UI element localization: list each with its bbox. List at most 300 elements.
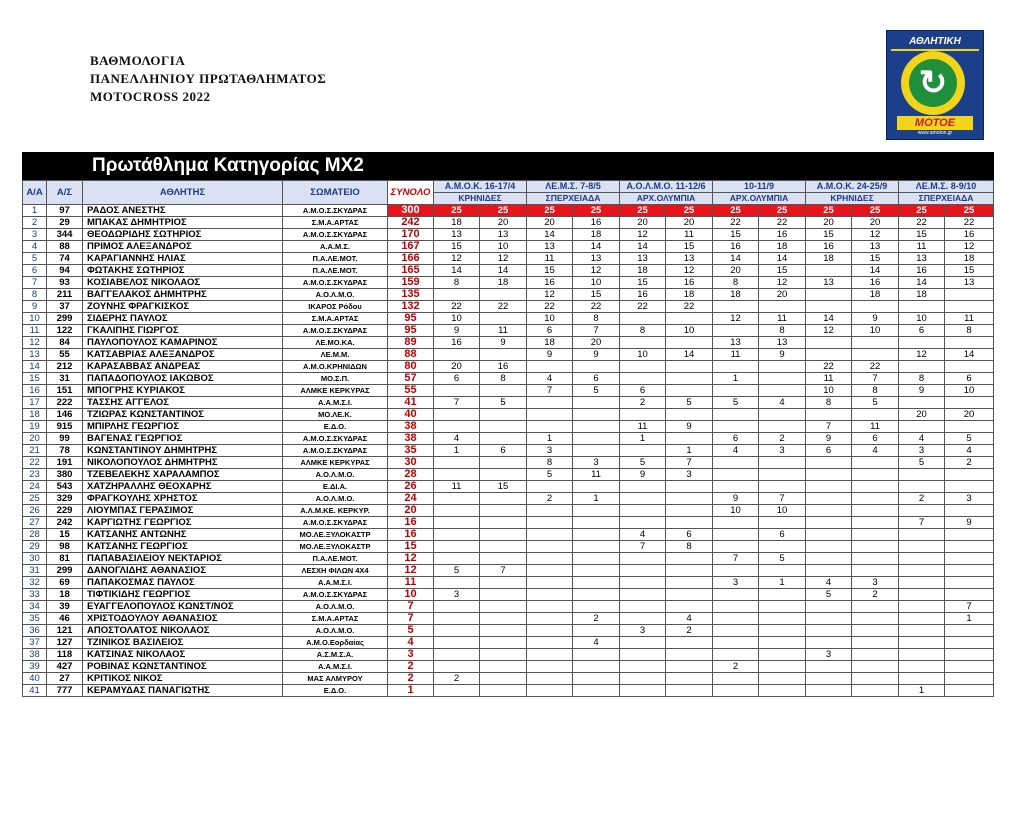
- cell-race-points: 14: [852, 265, 899, 277]
- cell-race-points: 8: [899, 373, 945, 385]
- cell-race-points: 20: [852, 217, 899, 229]
- cell-race-points: [434, 685, 480, 697]
- cell-race-points: 18: [852, 289, 899, 301]
- cell-race-points: 14: [573, 241, 620, 253]
- cell-athlete-name: ΠΡΙΜΟΣ ΑΛΕΞΑΝΔΡΟΣ: [83, 241, 283, 253]
- cell-race-points: [945, 661, 994, 673]
- cell-position: 19: [23, 421, 47, 433]
- cell-race-points: 14: [759, 253, 806, 265]
- cell-race-number: 39: [47, 601, 83, 613]
- cell-race-points: [899, 589, 945, 601]
- cell-total: 5: [388, 625, 434, 637]
- cell-athlete-name: ΚΑΤΣΑΒΡΙΑΣ ΑΛΕΞΑΝΔΡΟΣ: [83, 349, 283, 361]
- cell-club: Α.Μ.Ο.Σ.ΣΚΥΔΡΑΣ: [283, 229, 388, 241]
- cell-athlete-name: ΦΡΑΓΚΟΥΛΗΣ ΧΡΗΣΤΟΣ: [83, 493, 283, 505]
- cell-race-points: 4: [713, 445, 759, 457]
- cell-total: 1: [388, 685, 434, 697]
- cell-race-points: [434, 289, 480, 301]
- cell-race-points: 7: [480, 565, 527, 577]
- cell-race-points: 18: [945, 253, 994, 265]
- cell-race-points: 16: [806, 241, 852, 253]
- table-row: [23, 517, 994, 529]
- cell-race-points: 25: [759, 205, 806, 217]
- cell-race-points: [945, 589, 994, 601]
- cell-race-points: [620, 505, 666, 517]
- cell-race-points: 15: [573, 289, 620, 301]
- cell-race-points: [527, 577, 573, 589]
- cell-race-points: [527, 625, 573, 637]
- cell-race-points: 7: [527, 385, 573, 397]
- cell-total: 12: [388, 553, 434, 565]
- cell-race-number: 88: [47, 241, 83, 253]
- cell-race-points: 7: [434, 397, 480, 409]
- cell-race-points: 9: [806, 433, 852, 445]
- cell-position: 16: [23, 385, 47, 397]
- cell-race-points: [480, 349, 527, 361]
- cell-race-points: [713, 409, 759, 421]
- cell-race-points: [480, 589, 527, 601]
- cell-race-points: [666, 685, 713, 697]
- cell-race-number: 915: [47, 421, 83, 433]
- cell-race-points: [434, 505, 480, 517]
- cell-race-points: [806, 409, 852, 421]
- cell-race-points: 7: [713, 553, 759, 565]
- cell-race-points: [852, 673, 899, 685]
- cell-race-number: 380: [47, 469, 83, 481]
- cell-race-points: 10: [620, 349, 666, 361]
- cell-race-points: 4: [620, 529, 666, 541]
- cell-race-points: [852, 625, 899, 637]
- cell-race-number: 69: [47, 577, 83, 589]
- cell-race-points: [945, 553, 994, 565]
- cell-race-points: [527, 685, 573, 697]
- header-line-ranking: ΒΑΘΜΟΛΟΓΙΑ: [90, 53, 186, 68]
- cell-race-points: [945, 397, 994, 409]
- cell-race-points: [480, 541, 527, 553]
- cell-race-points: 13: [434, 229, 480, 241]
- cell-race-points: [527, 517, 573, 529]
- table-row: [23, 241, 994, 253]
- event-organizer-5: Α.Μ.Ο.Κ. 24-25/9: [806, 181, 899, 193]
- cell-race-points: 16: [573, 217, 620, 229]
- cell-race-points: [434, 601, 480, 613]
- cell-race-points: 3: [573, 457, 620, 469]
- cell-race-points: [527, 553, 573, 565]
- cell-race-points: 2: [759, 433, 806, 445]
- logo-name: MOTOE: [897, 116, 973, 130]
- cell-athlete-name: ΚΑΡΑΓΙΑΝΝΗΣ ΗΛΙΑΣ: [83, 253, 283, 265]
- cell-race-points: 6: [852, 433, 899, 445]
- cell-race-points: 9: [666, 421, 713, 433]
- cell-position: 11: [23, 325, 47, 337]
- cell-race-points: 1: [945, 613, 994, 625]
- cell-race-points: 13: [899, 253, 945, 265]
- cell-race-points: [480, 649, 527, 661]
- cell-race-points: [666, 637, 713, 649]
- cell-race-points: [434, 409, 480, 421]
- cell-race-points: [573, 577, 620, 589]
- cell-race-points: 8: [480, 373, 527, 385]
- cell-athlete-name: ΜΠΟΓΡΗΣ ΚΥΡΙΑΚΟΣ: [83, 385, 283, 397]
- cell-race-points: [759, 361, 806, 373]
- cell-race-points: 15: [852, 253, 899, 265]
- table-row: [23, 541, 994, 553]
- table-row: [23, 397, 994, 409]
- cell-race-points: 12: [899, 349, 945, 361]
- cell-club: ΜΟ.ΛΕ.ΞΥΛΟΚΑΣΤΡ: [283, 541, 388, 553]
- cell-race-points: [759, 409, 806, 421]
- cell-race-points: [666, 337, 713, 349]
- cell-race-points: [666, 661, 713, 673]
- cell-race-points: 1: [759, 577, 806, 589]
- standings-body: [23, 205, 994, 697]
- cell-position: 26: [23, 505, 47, 517]
- cell-race-points: [666, 433, 713, 445]
- cell-race-points: [666, 361, 713, 373]
- cell-race-points: [434, 613, 480, 625]
- cell-race-points: 2: [945, 457, 994, 469]
- cell-race-points: 16: [713, 241, 759, 253]
- cell-race-points: 6: [806, 445, 852, 457]
- cell-total: 89: [388, 337, 434, 349]
- cell-race-points: [480, 517, 527, 529]
- cell-club: Σ.Μ.Α.ΑΡΤΑΣ: [283, 217, 388, 229]
- cell-race-points: 15: [713, 229, 759, 241]
- cell-race-points: 11: [434, 481, 480, 493]
- cell-race-points: [713, 637, 759, 649]
- cell-race-points: 12: [434, 253, 480, 265]
- cell-race-points: 22: [434, 301, 480, 313]
- cell-race-points: [620, 337, 666, 349]
- cell-race-points: [434, 457, 480, 469]
- cell-race-points: 20: [945, 409, 994, 421]
- cell-race-points: 8: [573, 313, 620, 325]
- cell-club: ΜΟ.ΛΕ.ΞΥΛΟΚΑΣΤΡ: [283, 529, 388, 541]
- cell-position: 14: [23, 361, 47, 373]
- cell-race-points: [713, 325, 759, 337]
- cell-race-points: [759, 481, 806, 493]
- cell-race-points: [713, 613, 759, 625]
- cell-race-points: [852, 529, 899, 541]
- cell-race-points: 4: [666, 613, 713, 625]
- cell-race-points: [527, 661, 573, 673]
- cell-race-points: [806, 553, 852, 565]
- cell-club: Α.Α.Μ.Σ.Ι.: [283, 661, 388, 673]
- cell-race-points: [713, 469, 759, 481]
- cell-race-number: 242: [47, 517, 83, 529]
- cell-race-points: [480, 577, 527, 589]
- cell-race-points: [806, 493, 852, 505]
- cell-race-points: [620, 673, 666, 685]
- cell-race-points: [620, 649, 666, 661]
- cell-race-points: 9: [713, 493, 759, 505]
- cell-race-points: 22: [899, 217, 945, 229]
- cell-race-points: [899, 301, 945, 313]
- cell-athlete-name: ΛΙΟΥΜΠΑΣ ΓΕΡΑΣΙΜΟΣ: [83, 505, 283, 517]
- cell-race-points: 2: [852, 589, 899, 601]
- cell-race-points: [899, 337, 945, 349]
- cell-club: ΙΚΑΡΟΣ Ρόδου: [283, 301, 388, 313]
- cell-race-points: 18: [899, 289, 945, 301]
- cell-race-points: [480, 493, 527, 505]
- cell-race-points: [899, 673, 945, 685]
- cell-total: 57: [388, 373, 434, 385]
- cell-race-points: [759, 589, 806, 601]
- cell-race-points: 16: [666, 277, 713, 289]
- cell-race-points: [434, 529, 480, 541]
- cell-race-number: 15: [47, 529, 83, 541]
- cell-total: 20: [388, 505, 434, 517]
- table-row: [23, 289, 994, 301]
- cell-race-points: [713, 673, 759, 685]
- cell-race-points: [666, 313, 713, 325]
- cell-athlete-name: ΝΙΚΟΛΟΠΟΥΛΟΣ ΔΗΜΗΤΡΗΣ: [83, 457, 283, 469]
- table-row: [23, 589, 994, 601]
- table-row: [23, 433, 994, 445]
- cell-race-points: [480, 625, 527, 637]
- cell-race-number: 211: [47, 289, 83, 301]
- cell-club: Α.Ο.Λ.Μ.Ο.: [283, 289, 388, 301]
- cell-race-points: 16: [852, 277, 899, 289]
- cell-race-points: 7: [899, 517, 945, 529]
- cell-race-points: 22: [527, 301, 573, 313]
- cell-race-points: 10: [573, 277, 620, 289]
- cell-race-points: [573, 565, 620, 577]
- cell-race-points: [852, 553, 899, 565]
- cell-athlete-name: ΚΑΤΣΙΝΑΣ ΝΙΚΟΛΑΟΣ: [83, 649, 283, 661]
- cell-club: ΛΕ.Μ.Μ.: [283, 349, 388, 361]
- cell-race-points: 9: [527, 349, 573, 361]
- cell-race-points: 14: [434, 265, 480, 277]
- cell-total: 30: [388, 457, 434, 469]
- cell-race-points: 13: [573, 253, 620, 265]
- cell-race-points: 25: [434, 205, 480, 217]
- cell-total: 3: [388, 649, 434, 661]
- cell-race-points: 6: [899, 325, 945, 337]
- cell-position: 3: [23, 229, 47, 241]
- cell-race-points: [759, 301, 806, 313]
- cell-race-points: 6: [573, 373, 620, 385]
- cell-race-points: 20: [759, 289, 806, 301]
- cell-club: Α.Α.Μ.Σ.Ι.: [283, 577, 388, 589]
- table-row: [23, 325, 994, 337]
- cell-race-points: 10: [806, 385, 852, 397]
- cell-race-points: 2: [620, 397, 666, 409]
- cell-race-points: 13: [806, 277, 852, 289]
- cell-race-points: 20: [434, 361, 480, 373]
- cell-athlete-name: ΧΑΤΖΗΡΑΛΛΗΣ ΘΕΟΧΑΡΗΣ: [83, 481, 283, 493]
- cell-race-points: 12: [852, 229, 899, 241]
- cell-race-points: 12: [620, 229, 666, 241]
- cell-club: Σ.Μ.Α.ΑΡΤΑΣ: [283, 613, 388, 625]
- cell-race-points: 14: [480, 265, 527, 277]
- cell-race-points: [852, 601, 899, 613]
- document-header: [90, 52, 326, 106]
- table-row: [23, 649, 994, 661]
- cell-race-points: [945, 637, 994, 649]
- cell-race-points: [620, 577, 666, 589]
- cell-race-points: 5: [666, 397, 713, 409]
- cell-race-points: [434, 469, 480, 481]
- cell-race-points: [945, 685, 994, 697]
- cell-race-points: [527, 589, 573, 601]
- cell-race-points: [527, 421, 573, 433]
- cell-race-points: [480, 661, 527, 673]
- cell-athlete-name: ΦΩΤΑΚΗΣ ΣΩΤΗΡΙΟΣ: [83, 265, 283, 277]
- cell-race-points: 25: [666, 205, 713, 217]
- cell-race-points: 6: [620, 385, 666, 397]
- cell-race-points: [852, 301, 899, 313]
- cell-race-points: 22: [852, 361, 899, 373]
- cell-race-points: [806, 481, 852, 493]
- cell-race-points: [620, 589, 666, 601]
- cell-race-points: 4: [806, 577, 852, 589]
- cell-race-number: 31: [47, 373, 83, 385]
- cell-athlete-name: ΓΚΑΛΙΠΗΣ ΓΙΩΡΓΟΣ: [83, 325, 283, 337]
- cell-race-points: 3: [852, 577, 899, 589]
- table-row: [23, 493, 994, 505]
- cell-total: 12: [388, 565, 434, 577]
- cell-total: 170: [388, 229, 434, 241]
- cell-club: Ε.ΔΙ.Α.: [283, 481, 388, 493]
- cell-race-points: [852, 469, 899, 481]
- cell-race-points: [806, 349, 852, 361]
- cell-race-points: [666, 565, 713, 577]
- cell-club: Α.Μ.Ο.Σ.ΣΚΥΔΡΑΣ: [283, 205, 388, 217]
- cell-race-number: 329: [47, 493, 83, 505]
- cell-race-points: [434, 541, 480, 553]
- cell-position: 8: [23, 289, 47, 301]
- cell-race-points: 18: [573, 229, 620, 241]
- cell-total: 135: [388, 289, 434, 301]
- cell-race-points: [759, 661, 806, 673]
- cell-race-points: 16: [945, 229, 994, 241]
- cell-total: 35: [388, 445, 434, 457]
- cell-race-number: 127: [47, 637, 83, 649]
- cell-race-points: 7: [852, 373, 899, 385]
- col-header-as: Α/Σ: [47, 181, 83, 205]
- cell-race-points: 15: [899, 229, 945, 241]
- cell-race-points: [480, 385, 527, 397]
- cell-club: ΜΑΣ ΑΛΜΥΡΟΥ: [283, 673, 388, 685]
- cell-position: 23: [23, 469, 47, 481]
- cell-total: 159: [388, 277, 434, 289]
- cell-race-points: 11: [527, 253, 573, 265]
- cell-race-points: 8: [620, 325, 666, 337]
- cell-total: 16: [388, 517, 434, 529]
- cell-total: 95: [388, 313, 434, 325]
- cell-race-points: 5: [480, 397, 527, 409]
- table-row: [23, 445, 994, 457]
- cell-race-points: [480, 529, 527, 541]
- event-organizer-2: ΛΕ.Μ.Σ. 7-8/5: [527, 181, 620, 193]
- cell-race-points: [713, 481, 759, 493]
- cell-race-points: [759, 601, 806, 613]
- cell-race-points: [806, 541, 852, 553]
- cell-race-number: 99: [47, 433, 83, 445]
- cell-race-points: [945, 673, 994, 685]
- cell-total: 11: [388, 577, 434, 589]
- cell-position: 28: [23, 529, 47, 541]
- cell-race-points: [573, 673, 620, 685]
- cell-race-points: [945, 301, 994, 313]
- cell-race-points: [945, 421, 994, 433]
- cell-total: 165: [388, 265, 434, 277]
- cell-race-points: 10: [899, 313, 945, 325]
- cell-race-points: [620, 445, 666, 457]
- cell-race-points: 14: [899, 277, 945, 289]
- cell-race-points: [759, 637, 806, 649]
- cell-race-points: 8: [945, 325, 994, 337]
- cell-race-points: [480, 313, 527, 325]
- cell-position: 5: [23, 253, 47, 265]
- athletic-motoe-logo: [886, 30, 984, 140]
- cell-race-points: 16: [899, 265, 945, 277]
- header-line-championship: ΠΑΝΕΛΛΗΝΙΟΥ ΠΡΩΤΑΘΛΗΜΑΤΟΣ: [90, 71, 327, 86]
- cell-race-points: 25: [899, 205, 945, 217]
- event-venue-4: ΑΡΧ.ΟΛΥΜΠΙΑ: [713, 193, 806, 205]
- cell-athlete-name: ΒΑΓΕΝΑΣ ΓΕΩΡΓΙΟΣ: [83, 433, 283, 445]
- cell-race-points: [713, 625, 759, 637]
- table-row: [23, 277, 994, 289]
- cell-race-points: [806, 661, 852, 673]
- cell-position: 40: [23, 673, 47, 685]
- cell-race-points: 11: [899, 241, 945, 253]
- cell-race-points: 14: [620, 241, 666, 253]
- cell-race-points: 7: [759, 493, 806, 505]
- cell-race-points: 3: [806, 649, 852, 661]
- table-row: [23, 253, 994, 265]
- cell-race-points: 25: [713, 205, 759, 217]
- cell-race-points: [666, 649, 713, 661]
- cell-race-points: [434, 637, 480, 649]
- cell-race-points: [899, 661, 945, 673]
- cell-race-points: 11: [852, 421, 899, 433]
- cell-race-number: 94: [47, 265, 83, 277]
- cell-race-points: [620, 493, 666, 505]
- cell-race-points: [759, 625, 806, 637]
- cell-race-points: 10: [666, 325, 713, 337]
- cell-race-points: [434, 421, 480, 433]
- cell-race-points: [527, 673, 573, 685]
- cell-race-points: [527, 397, 573, 409]
- cell-club: Α.Σ.Μ.Σ.Α.: [283, 649, 388, 661]
- cell-race-points: 13: [480, 229, 527, 241]
- cell-race-number: 37: [47, 301, 83, 313]
- cell-position: 17: [23, 397, 47, 409]
- cell-race-points: [480, 613, 527, 625]
- event-venue-3: ΑΡΧ.ΟΛΥΜΠΙΑ: [620, 193, 713, 205]
- cell-race-points: 15: [434, 241, 480, 253]
- cell-race-number: 543: [47, 481, 83, 493]
- cell-total: 38: [388, 433, 434, 445]
- cell-race-points: 15: [620, 277, 666, 289]
- cell-race-points: 3: [527, 445, 573, 457]
- logo-top-text: ΑΘΛΗΤΙΚΗ: [891, 34, 979, 51]
- cell-race-points: 10: [852, 325, 899, 337]
- cell-athlete-name: ΠΑΠΑΔΟΠΟΥΛΟΣ ΙΑΚΩΒΟΣ: [83, 373, 283, 385]
- cell-race-points: 9: [759, 349, 806, 361]
- cell-race-points: 8: [527, 457, 573, 469]
- cell-race-points: 4: [759, 397, 806, 409]
- cell-race-points: [852, 613, 899, 625]
- cell-race-points: 16: [759, 229, 806, 241]
- cell-race-points: [527, 637, 573, 649]
- cell-race-points: 4: [527, 373, 573, 385]
- cell-race-points: 6: [480, 445, 527, 457]
- cell-total: 300: [388, 205, 434, 217]
- cell-race-points: 5: [434, 565, 480, 577]
